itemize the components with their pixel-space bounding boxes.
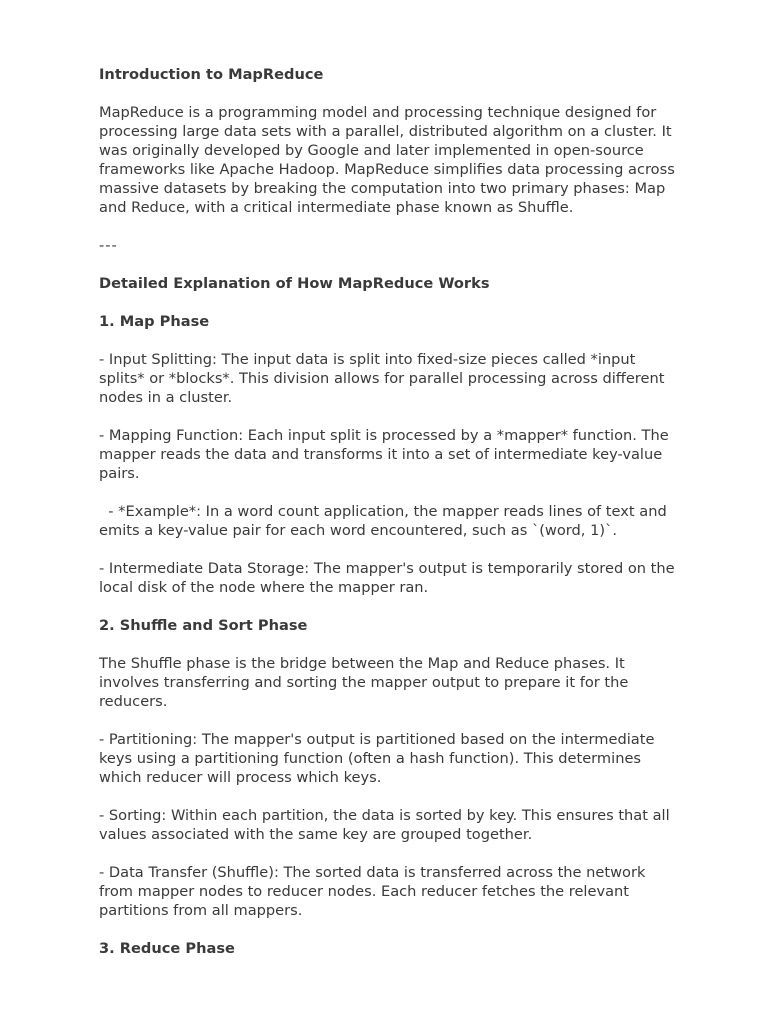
document-body	[99, 65, 679, 977]
section-separator: ---	[99, 237, 118, 254]
intro-paragraph: MapReduce is a programming model and processing technique designed for processing large data sets with a parallel, distributed algorithm on a cluster. It was originally developed by Google and later implemented in open-source frameworks like Apache Hadoop. MapReduce simplifies data processing across massive datasets by breaking the computation into two primary phases: Map and Reduce, with a critical intermediate phase known as Shuffle.	[99, 104, 675, 216]
intermediate-storage-item: - Intermediate Data Storage: The mapper's output is temporarily stored on the local disk of the node where the mapper ran.	[99, 560, 675, 596]
section-heading: Detailed Explanation of How MapReduce Works	[99, 275, 490, 292]
mapping-example-item: - *Example*: In a word count application, the mapper reads lines of text and emits a key-value pair for each word encountered, such as `(word, 1)`.	[99, 503, 672, 539]
data-transfer-item: - Data Transfer (Shuffle): The sorted data is transferred across the network from mapper nodes to reducer nodes. Each reducer fetches the relevant partitions from all mappers.	[99, 864, 646, 919]
sorting-item: - Sorting: Within each partition, the data is sorted by key. This ensures that all values associated with the same key are grouped together.	[99, 807, 670, 843]
shuffle-phase-heading: 2. Shuffle and Sort Phase	[99, 617, 308, 634]
partitioning-item: - Partitioning: The mapper's output is partitioned based on the intermediate keys using a partitioning function (often a hash function). This determines which reducer will process which keys.	[99, 731, 655, 786]
input-splitting-item: - Input Splitting: The input data is split into fixed-size pieces called *input splits* or *blocks*. This division allows for parallel processing across different nodes in a cluster.	[99, 351, 665, 406]
shuffle-intro-paragraph: The Shuffle phase is the bridge between the Map and Reduce phases. It involves transferring and sorting the mapper output to prepare it for the reducers.	[99, 655, 629, 710]
reduce-phase-heading: 3. Reduce Phase	[99, 940, 235, 957]
map-phase-heading: 1. Map Phase	[99, 313, 210, 330]
document-title: Introduction to MapReduce	[99, 66, 324, 83]
mapping-function-item: - Mapping Function: Each input split is processed by a *mapper* function. The mapper reads the data and transforms it into a set of intermediate key-value pairs.	[99, 427, 669, 482]
